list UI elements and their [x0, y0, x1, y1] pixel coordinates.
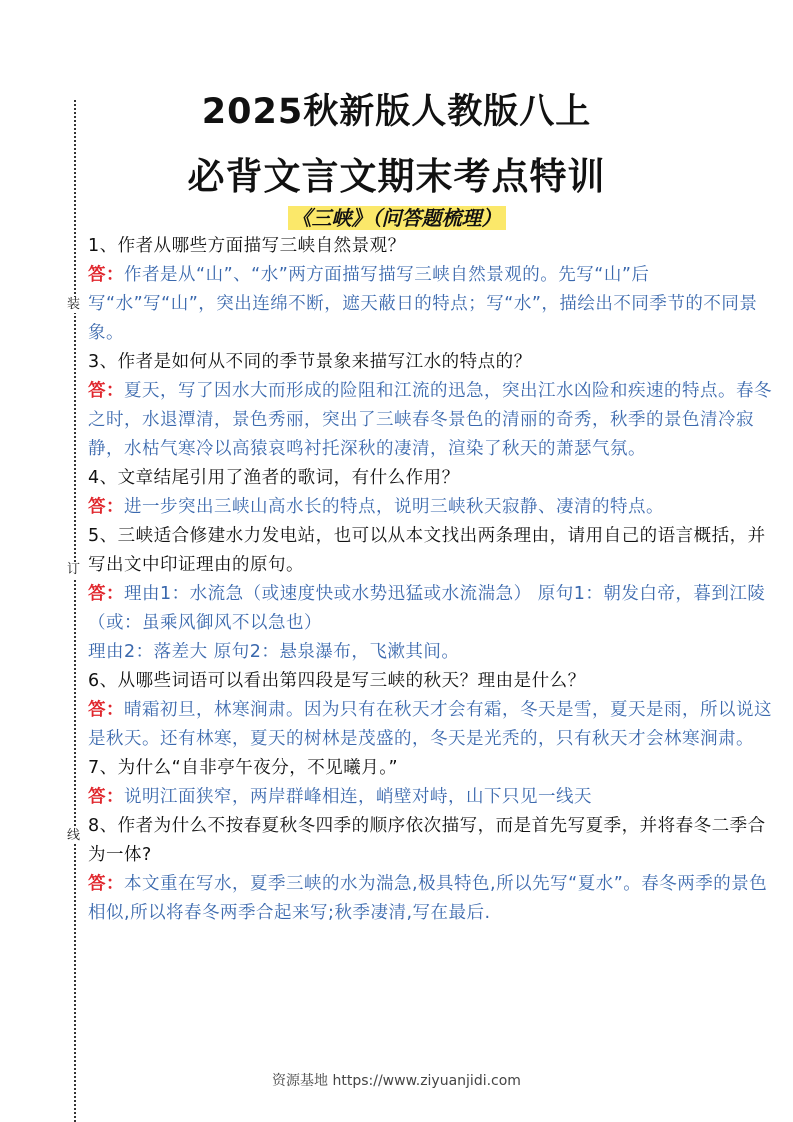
binding-mark-xian: 线: [67, 828, 81, 843]
answer-block: [88, 638, 773, 667]
subtitle-highlight: 《三峡》（问答题梳理）: [288, 206, 506, 230]
binding-dotted-line: [74, 100, 76, 1122]
answer-label: 答：: [88, 497, 124, 517]
answer-label: 答：: [88, 787, 124, 807]
question-text: 7、为什么“自非亭午夜分，不见曦月。”: [88, 758, 399, 778]
question-text: 5、三峡适合修建水力发电站，也可以从本文找出两条理由，请用自己的语言概括，并写出文中印证理由的原句。: [88, 526, 766, 575]
page-title-line1: 2025秋新版人教版八上: [201, 92, 592, 132]
answer-block: [88, 377, 773, 464]
binding-mark-ding: 订: [67, 562, 81, 577]
answer-block: [88, 493, 773, 522]
answer-label: 答：: [88, 584, 124, 604]
binding-mark-zhuang: 装: [67, 297, 81, 312]
answer-text: 本文重在写水，夏季三峡的水为湍急,极具特色,所以先写“夏水”。春冬两季的景色相似,所以将春冬两季合起来写;秋季凄清,写在最后.: [88, 874, 768, 923]
answer-block: [88, 783, 773, 812]
answer-text: 理由1：水流急（或速度快或水势迅猛或水流湍急） 原句1：朝发白帝，暮到江陵（或：虽乘风御风不以急也）: [88, 584, 766, 633]
answer-text: 晴霜初旦，林寒涧肃。因为只有在秋天才会有霜，冬天是雪，夏天是雨，所以说这是秋天。还有林寒，夏天的树林是茂盛的，冬天是光秃的，只有秋天才会林寒涧肃。: [88, 700, 772, 749]
answer-text: 夏天，写了因水大而形成的险阻和江流的迅急，突出江水凶险和疾速的特点。春冬之时，水退潭清，景色秀丽，突出了三峡春冬景色的清丽的奇秀，秋季的景色清冷寂静，水枯气寒冷以高猿哀鸣衬托深秋的凄清，渲染了秋天的萧瑟气氛。: [88, 381, 772, 459]
answer-label: 答：: [88, 265, 124, 285]
answer-label: 答：: [88, 700, 124, 720]
answer-text: 理由2：落差大 原句2：悬泉瀑布，飞漱其间。: [88, 642, 460, 662]
page-title-line2: 必背文言文期末考点特训: [187, 155, 606, 198]
answer-text: 说明江面狭窄，两岸群峰相连，峭壁对峙，山下只见一线天: [124, 787, 592, 807]
footer-source: 资源基地 https://www.ziyuanjidi.com: [272, 1073, 521, 1089]
answer-block: [88, 580, 773, 638]
section-subtitle: [0, 202, 793, 231]
question-text: 6、从哪些词语可以看出第四段是写三峡的秋天？理由是什么？: [88, 671, 586, 691]
answer-label: 答：: [88, 874, 124, 894]
question-text: 3、作者是如何从不同的季节景象来描写江水的特点的？: [88, 352, 532, 372]
question-text: 1、作者从哪些方面描写三峡自然景观？: [88, 236, 406, 256]
question-text: 4、文章结尾引用了渔者的歌词，有什么作用？: [88, 468, 460, 488]
answer-text: 作者是从“山”、“水”两方面描写描写三峡自然景观的。先写“山”后写“水”写“山”，突出连绵不断，遮天蔽日的特点；写“水”，描绘出不同季节的不同景象。: [88, 265, 758, 343]
answer-text: 进一步突出三峡山高水长的特点，说明三峡秋天寂静、凄清的特点。: [124, 497, 664, 517]
answer-label: 答：: [88, 381, 124, 401]
answer-block: [88, 870, 773, 928]
answer-block: [88, 696, 773, 754]
qa-list: [88, 232, 773, 928]
question-text: 8、作者为什么不按春夏秋冬四季的顺序依次描写，而是首先写夏季，并将春冬二季合为一体?: [88, 816, 766, 865]
answer-block: [88, 261, 773, 348]
